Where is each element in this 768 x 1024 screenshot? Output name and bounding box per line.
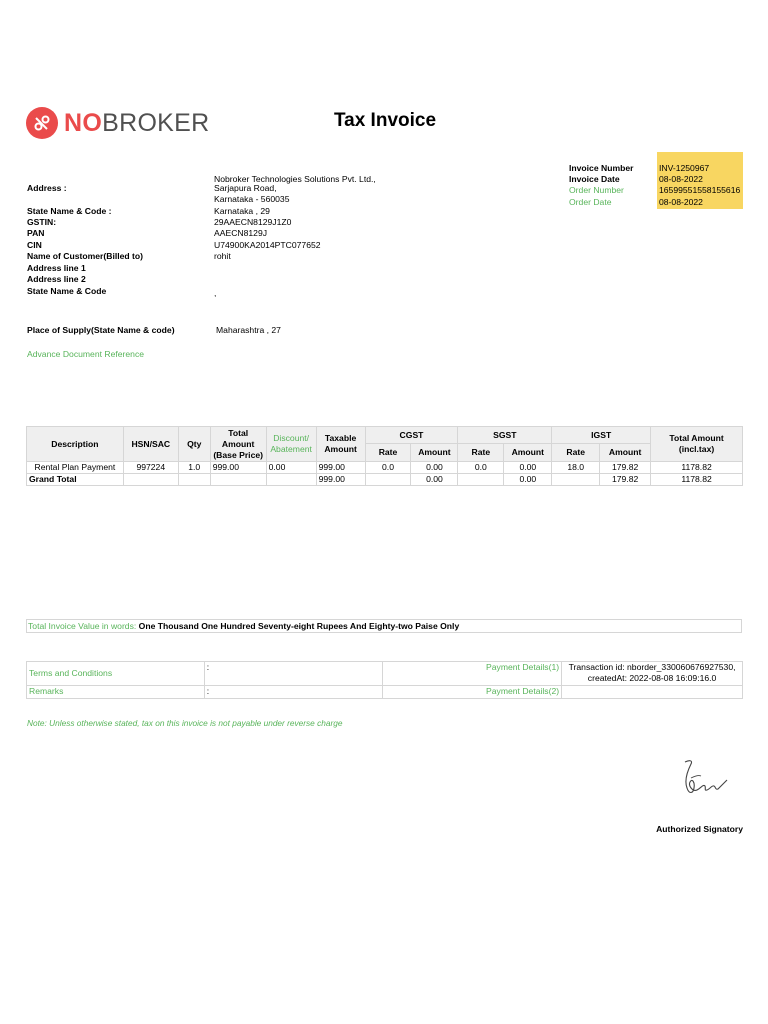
terms-value: : (204, 662, 383, 686)
header-sgst-amount: Amount (504, 444, 552, 462)
cell-description: Rental Plan Payment (27, 462, 124, 474)
payment-details-1-label: Payment Details(1) (383, 662, 562, 686)
cell-cgst-rate: 0.0 (365, 462, 411, 474)
cell-cgst-amount: 0.00 (411, 462, 458, 474)
total-in-words-label: Total Invoice Value in words: (28, 621, 137, 631)
cin-label: CIN (27, 240, 42, 250)
gstin-label: GSTIN: (27, 217, 57, 227)
grand-total-empty-sgst-rate (458, 474, 504, 486)
header-taxable-line2: Amount (324, 444, 357, 454)
header-taxable (316, 427, 365, 462)
grand-total-empty-base (210, 474, 266, 486)
header-taxable-line1: Taxable (324, 433, 357, 443)
grand-total-empty-discount (266, 474, 316, 486)
pan-value: AAECN8129J (214, 228, 268, 238)
header-grand-total-line1: Total Amount (669, 433, 724, 443)
logo-mark-icon (26, 107, 58, 139)
terms-row (27, 662, 743, 686)
cell-taxable: 999.00 (316, 462, 365, 474)
header-cgst: CGST (365, 427, 458, 444)
order-date-label: Order Date (569, 197, 612, 207)
grand-total-taxable: 999.00 (316, 474, 365, 486)
address-line-1: Nobroker Technologies Solutions Pvt. Ltd., (214, 174, 376, 184)
page-title: Tax Invoice (333, 110, 437, 131)
cell-sgst-rate: 0.0 (458, 462, 504, 474)
cell-base-price: 999.00 (210, 462, 266, 474)
header-discount-line1: Discount/ (273, 433, 310, 443)
order-date-value: 08-08-2022 (659, 197, 703, 207)
address-label: Address : (27, 183, 67, 193)
invoice-number-label: Invoice Number (569, 163, 634, 173)
state-value: Karnataka , 29 (214, 206, 270, 216)
header-igst-amount: Amount (600, 444, 651, 462)
header-sgst: SGST (458, 427, 552, 444)
cell-qty: 1.0 (178, 462, 210, 474)
transaction-id: Transaction id: nborder_330060676927530, (568, 662, 736, 672)
place-of-supply-label: Place of Supply(State Name & code) (27, 325, 175, 335)
advance-document-reference-label: Advance Document Reference (27, 349, 145, 359)
grand-total-row (27, 474, 743, 486)
header-hsn: HSN/SAC (123, 427, 178, 462)
cell-sgst-amount: 0.00 (504, 462, 552, 474)
cell-total: 1178.82 (651, 462, 743, 474)
table-header-row (27, 427, 743, 444)
customer-state-label: State Name & Code (27, 286, 107, 296)
nobroker-logo (26, 106, 210, 140)
cell-discount: 0.00 (266, 462, 316, 474)
header-grand-total-line2: (incl.tax) (678, 444, 715, 454)
customer-name-value: rohit (214, 251, 231, 261)
customer-state-value: , (214, 288, 217, 298)
header-qty: Qty (178, 427, 210, 462)
authorized-signatory: Authorized Signatory (656, 824, 743, 834)
header-cgst-amount: Amount (411, 444, 458, 462)
grand-total-empty-hsn (123, 474, 178, 486)
header-sgst-rate: Rate (458, 444, 504, 462)
terms-label: Terms and Conditions (27, 662, 205, 686)
pan-label: PAN (27, 228, 45, 238)
customer-name-label: Name of Customer(Billed to) (27, 251, 144, 261)
header-discount-line2: Abatement (270, 444, 312, 454)
header-description: Description (27, 427, 124, 462)
total-in-words (26, 619, 742, 633)
signature-image (679, 758, 737, 802)
remarks-row (27, 686, 743, 699)
cin-value: U74900KA2014PTC077652 (214, 240, 321, 250)
customer-address1-label: Address line 1 (27, 263, 86, 273)
header-total-amount-line3: (Base Price) (213, 449, 263, 460)
order-number-label: Order Number (569, 185, 624, 195)
order-number-value: 16599551558155616 (659, 185, 741, 195)
grand-total-label: Grand Total (27, 474, 124, 486)
invoice-date-label: Invoice Date (569, 174, 620, 184)
remarks-label: Remarks (27, 686, 205, 699)
cell-igst-amount: 179.82 (600, 462, 651, 474)
table-row (27, 462, 743, 474)
address-line-2: Sarjapura Road, (214, 183, 277, 193)
header-discount (266, 427, 316, 462)
header-grand-total (651, 427, 743, 462)
total-in-words-value: One Thousand One Hundred Seventy-eight Rupees And Eighty-two Paise Only (138, 621, 460, 631)
place-of-supply-value: Maharashtra , 27 (216, 325, 281, 335)
terms-table (26, 661, 743, 699)
invoice-number-value: INV-1250967 (659, 163, 710, 173)
remarks-value: : (204, 686, 383, 699)
grand-total-sgst-amount: 0.00 (504, 474, 552, 486)
payment-details-1-value (562, 662, 743, 686)
header-cgst-rate: Rate (365, 444, 411, 462)
header-total-amount (210, 427, 266, 462)
grand-total-empty-qty (178, 474, 210, 486)
cell-igst-rate: 18.0 (552, 462, 600, 474)
logo-text: NOBROKER (64, 108, 210, 137)
grand-total-empty-cgst-rate (365, 474, 411, 486)
grand-total-cgst-amount: 0.00 (411, 474, 458, 486)
customer-address2-label: Address line 2 (27, 274, 86, 284)
gstin-value: 29AAECN8129J1Z0 (214, 217, 292, 227)
header-igst-rate: Rate (552, 444, 600, 462)
invoice-date-value: 08-08-2022 (659, 174, 703, 184)
payment-details-2-label: Payment Details(2) (383, 686, 562, 699)
transaction-created-at: createdAt: 2022-08-08 16:09:16.0 (587, 673, 717, 683)
grand-total-igst-amount: 179.82 (600, 474, 651, 486)
header-total-amount-line2: Amount (221, 438, 255, 449)
header-igst: IGST (552, 427, 651, 444)
state-label: State Name & Code : (27, 206, 112, 216)
address-line-3: Karnataka - 560035 (214, 194, 290, 204)
cell-hsn: 997224 (123, 462, 178, 474)
grand-total-empty-igst-rate (552, 474, 600, 486)
payment-details-2-value (562, 686, 743, 699)
reverse-charge-note: Note: Unless otherwise stated, tax on this invoice is not payable under reverse charge (27, 718, 343, 728)
header-total-amount-line1: Total (228, 427, 249, 438)
grand-total-amount: 1178.82 (651, 474, 743, 486)
items-table (26, 426, 743, 486)
